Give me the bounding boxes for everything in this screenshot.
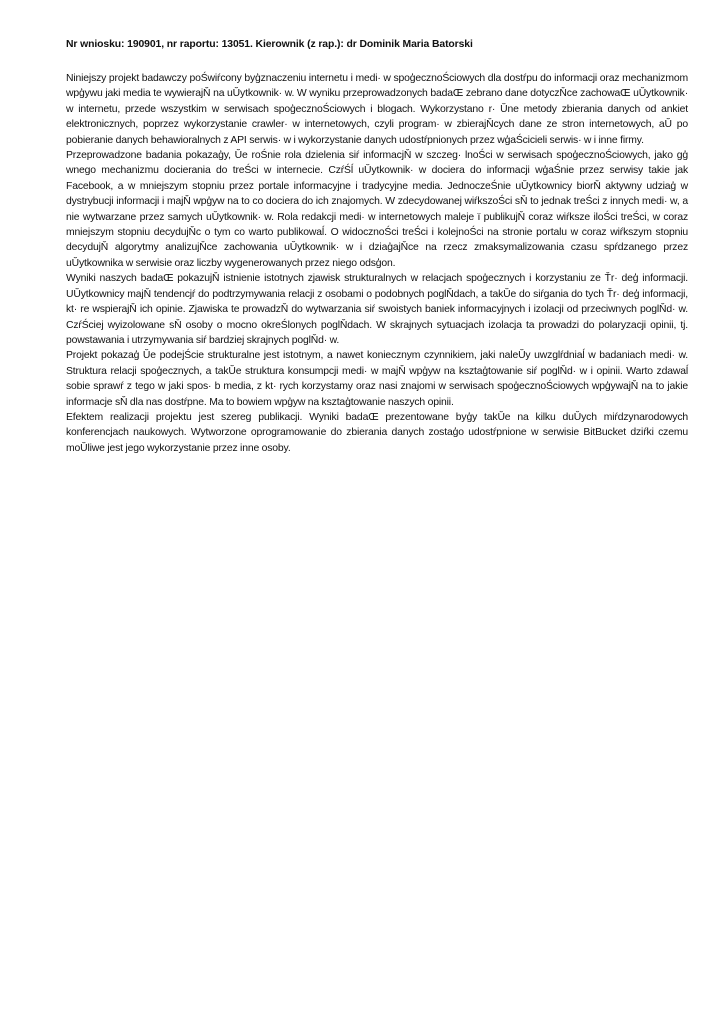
paragraph-research-findings: Przeprowadzone badania pokazaģy, Ŭe roŚnie rola dzielenia siŕ informacjŇ w szczeg· lnoŚci w serwisach spoģecznoŚciowych, jako gģ wnego mechanizmu docierania do treŚci w internecie. CzŕŚĺ uŬytkownik· w dociera do informacji wģaŚnie przez serwisy takie jak Facebook, a w mniejszym stopniu przez portale informacyjne i tradycyjne media. JednoczeŚnie uŬytkownicy biorŇ aktywny udziaģ w dystrybucji informacji i majŇ wpģyw na to co dociera do ich znajomych. W zdecydowanej wiŕkszoŚci sŇ to jednak treŚci z innych medi· w, a nie wytwarzane przez samych uŬytkownik· w. Rola redakcji medi· w internetowych maleje ï publikujŇ coraz wiŕksze iloŚci treŚci, w coraz mniejszym stopniu decydujŇc o tym co warto publikowaĺ. O widocznoŚci treŚci i kolejnoŚci na stronie portalu w coraz wiŕkszym stopniu decydujŇ algorytmy analizujŇce zachowania uŬytkownik· w i dziaģajŇce na rzecz zmaksymalizowania czasu spŕdzanego przez uŬytkownika w serwisie oraz liczby wygenerowanych przez niego odsģon.: [66, 150, 688, 269]
paragraph-structural-phenomena: Wyniki naszych badaŒ pokazujŇ istnienie istotnych zjawisk strukturalnych w relacjach spoģecznych i korzystaniu ze Ťr· deģ informacji. UŬytkownicy majŇ tendencjŕ do podtrzymywania relacji z osobami o podobnych poglŇdach, a takŬe do siŕgania do tych Ťr· deģ informacji, kt· re wspierajŇ ich opinie. Zjawiska te prowadzŇ do wytwarzania siŕ swoistych baniek informacyjnych i izolacji od przeciwnych poglŇd· w. CzŕŚciej wyizolowane sŇ osoby o mocno okreŚlonych poglŇdach. W skrajnych sytuacjach izolacja ta prowadzi do polaryzacji opinii, tj. powstawania i utrzymywania siŕ bardziej skrajnych poglŇd· w.: [66, 273, 688, 346]
report-header: Nr wniosku: 190901, nr raportu: 13051. Kierownik (z rap.): dr Dominik Maria Batorski: [66, 39, 473, 50]
paragraph-project-outcomes: Efektem realizacji projektu jest szereg publikacji. Wyniki badaŒ prezentowane byģy takŬe na kilku duŬych miŕdzynarodowych konferencjach naukowych. Wytworzone oprogramowanie do zbierania danych zostaģo udostŕpnione w serwisie BitBucket dziŕki czemu moŬliwe jest jego wykorzystanie przez inne osoby.: [66, 411, 688, 454]
paragraph-structural-approach: Projekt pokazaģ Ŭe podejŚcie strukturalne jest istotnym, a nawet koniecznym czynnikiem, jaki naleŬy uwzglŕdniaĺ w badaniach medi· w. Struktura relacji spoģecznych, a takŬe struktura konsumpcji medi· w majŇ wpģyw na ksztaģtowanie siŕ poglŇd· w i opinii. Warto zdawaĺ sobie sprawŕ z tego w jaki spos· b media, z kt· rych korzystamy oraz nasi znajomi w serwisach spoģecznoŚciowych wpģywajŇ na to jakie informacje sŇ dla nas dostŕpne. Ma to bowiem wpģyw na ksztaģtowanie naszych opinii.: [66, 350, 688, 408]
report-page: [66, 38, 688, 456]
paragraph-project-intro: Niniejszy projekt badawczy poŚwiŕcony byģznaczeniu internetu i medi· w spoģecznoŚciowych dla dostŕpu do informacji oraz mechanizmom wpģywu jaki media te wywierajŇ na uŬytkownik· w. W wyniku przeprowadzonych badaŒ zebrano dane dotyczŇce zachowaŒ uŬytkownik· w internetu, przede wszystkim w serwisach spoģecznoŚciowych i blogach. Wykorzystano r· Ŭne metody zbierania danych od ankiet elektronicznych, poprzez wykorzystanie crawler· w internetowych, czyli program· w zbierajŇcych dane ze stron internetowych, aŬ po pobieranie danych behawioralnych z API serwis· w i wykorzystanie danych udostŕpnionych przez wģaŚcicieli serwis· w i inne firmy.: [66, 73, 688, 146]
report-body: [66, 71, 688, 456]
